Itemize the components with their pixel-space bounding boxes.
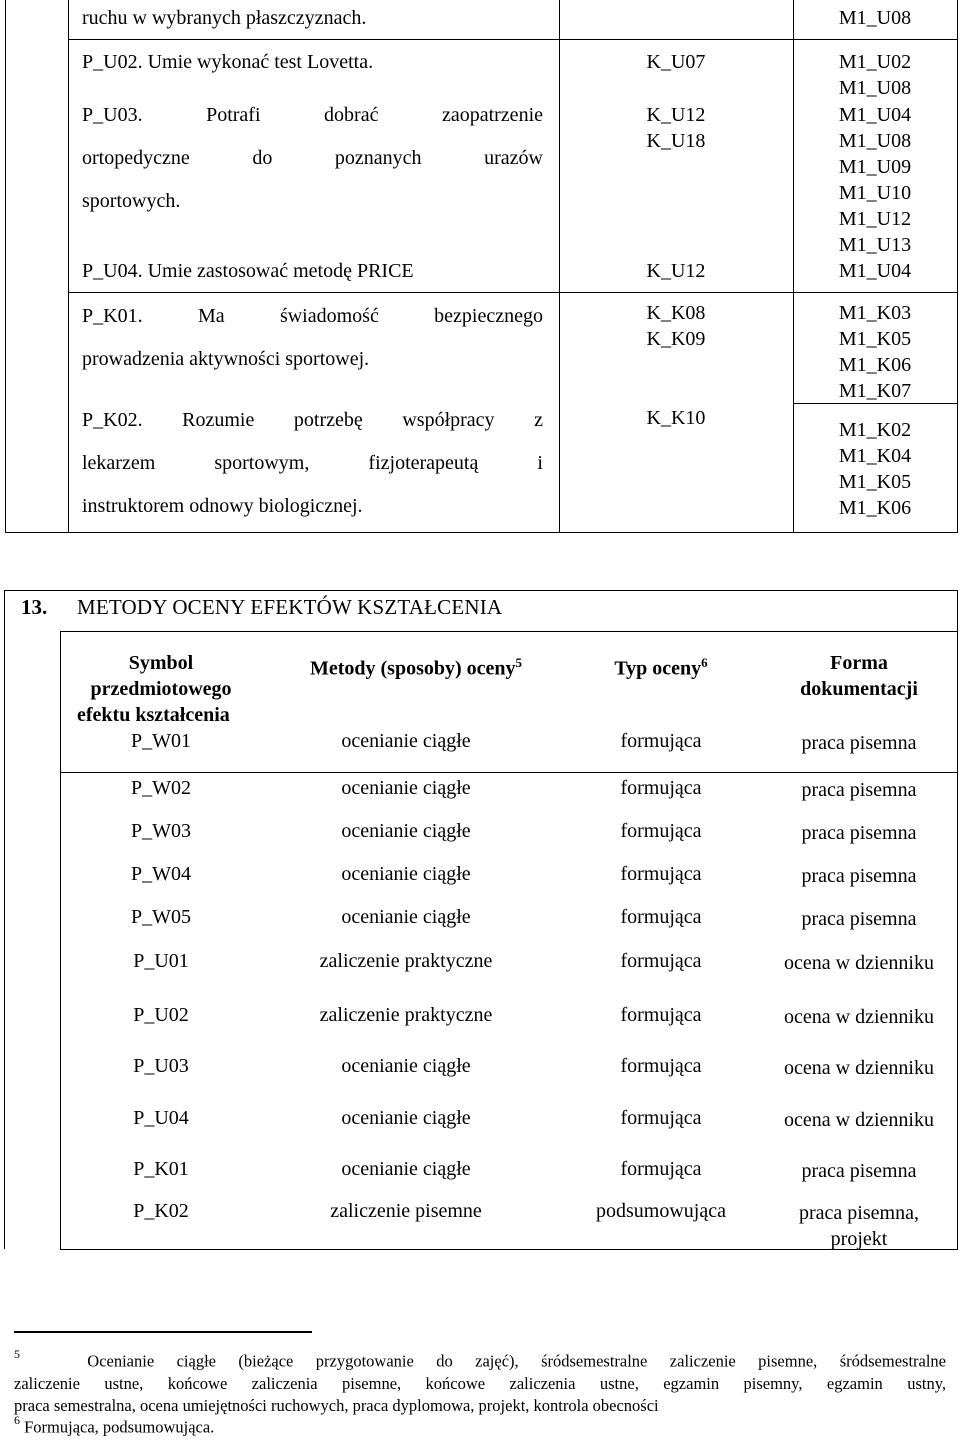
method-cell: ocenianie ciągłe xyxy=(341,777,471,799)
footnote-marker: 5 xyxy=(14,1347,20,1361)
section-heading xyxy=(4,590,958,632)
m-code: M1_K06 xyxy=(838,354,912,376)
m-code: M1_U13 xyxy=(838,234,912,256)
outcome-code: P_U02. xyxy=(82,51,143,73)
section-title: METODY OCENY EFEKTÓW KSZTAŁCENIA xyxy=(77,595,503,619)
form-cell: praca pisemna xyxy=(801,779,917,801)
col-divider xyxy=(68,0,69,532)
method-cell: zaliczenie pisemne xyxy=(330,1200,482,1222)
m-code: M1_K04 xyxy=(838,445,912,467)
section-number: 13. xyxy=(21,595,48,619)
footnote-text: Formująca, podsumowująca. xyxy=(24,1417,215,1437)
type-cell: formująca xyxy=(620,1107,702,1129)
outcome-description: Umie zastosować metodę PRICE xyxy=(147,260,414,282)
header-line: dokumentacji xyxy=(800,678,918,700)
outcome-description: Potrafi dobrać zaopatrzenie xyxy=(206,104,543,126)
m-code: M1_K03 xyxy=(838,302,912,324)
type-cell: formująca xyxy=(620,777,702,799)
k-codes xyxy=(559,300,793,352)
row-divider xyxy=(61,772,957,773)
form-cell: praca pisemna xyxy=(801,1160,917,1182)
outcome-code: P_K01. xyxy=(82,305,143,327)
symbol-cell: P_U02 xyxy=(133,1004,189,1026)
symbol-cell: P_K01 xyxy=(133,1158,189,1180)
method-cell: ocenianie ciągłe xyxy=(341,906,471,928)
outcome-description: Ma świadomość bezpiecznego xyxy=(197,305,544,327)
outcome-code: P_U03. xyxy=(82,104,143,126)
k-code: K_U12 xyxy=(646,260,706,282)
type-cell: formująca xyxy=(620,820,702,842)
outcome-text xyxy=(82,49,373,75)
m-codes xyxy=(793,417,957,521)
outcome-text xyxy=(82,407,543,433)
k-code: K_K08 xyxy=(646,302,706,324)
method-cell: zaliczenie praktyczne xyxy=(319,950,493,972)
outcome-text: ruchu w wybranych płaszczyznach. xyxy=(82,7,367,29)
header-type xyxy=(581,650,741,682)
m-code: M1_U09 xyxy=(838,156,912,178)
method-cell: ocenianie ciągłe xyxy=(341,820,471,842)
header-methods-label: Metody (sposoby) oceny xyxy=(309,657,516,680)
m-code: M1_K06 xyxy=(838,497,912,519)
header-methods xyxy=(281,650,551,682)
symbol-cell: P_U04 xyxy=(133,1107,189,1129)
method-cell: ocenianie ciągłe xyxy=(341,1107,471,1129)
footnote-line: praca semestralna, ocena umiejętności ruchowych, praca dyplomowa, projekt, kontrola obecności xyxy=(14,1395,659,1415)
section-border xyxy=(4,631,5,1249)
m-codes xyxy=(793,49,957,101)
header-line: Forma xyxy=(830,652,888,674)
type-cell: formująca xyxy=(620,906,702,928)
type-cell: podsumowująca xyxy=(596,1200,726,1222)
header-form xyxy=(761,650,957,702)
form-cell xyxy=(761,1200,957,1252)
symbol-cell: P_U03 xyxy=(133,1055,189,1077)
k-code: K_U07 xyxy=(646,51,706,73)
m-codes xyxy=(793,300,957,404)
m-code: M1_U04 xyxy=(838,260,912,282)
outcomes-table xyxy=(5,0,958,533)
m-code: M1_U12 xyxy=(838,208,912,230)
outcome-text-line: ortopedyczne do poznanych urazów xyxy=(82,147,543,169)
header-symbol-line3: efektu kształcenia xyxy=(77,704,230,726)
m-code: M1_U08 xyxy=(838,130,912,152)
footnote-separator xyxy=(14,1331,312,1333)
symbol-cell: P_W05 xyxy=(131,906,191,928)
form-cell: ocena w dzienniku xyxy=(784,1006,934,1028)
k-codes xyxy=(559,102,793,154)
type-cell: formująca xyxy=(620,1004,702,1026)
outcome-text xyxy=(82,303,543,329)
m-code: M1_U10 xyxy=(838,182,912,204)
header-line: Symbol xyxy=(128,652,194,674)
form-cell: praca pisemna xyxy=(801,908,917,930)
footnote-marker: 6 xyxy=(14,1413,20,1427)
footnote-6 xyxy=(14,1411,946,1439)
header-type-label: Typ oceny xyxy=(614,657,702,680)
form-cell: ocena w dzienniku xyxy=(784,1057,934,1079)
form-line: praca pisemna, xyxy=(799,1202,919,1224)
form-cell: praca pisemna xyxy=(801,865,917,887)
m-code: M1_K05 xyxy=(838,328,912,350)
outcome-text xyxy=(82,102,543,128)
method-cell: zaliczenie praktyczne xyxy=(319,1004,493,1026)
row-divider xyxy=(68,39,957,40)
footnote-line: zaliczenie ustne, końcowe zaliczenia pisemne, końcowe zaliczenia ustne, egzamin pisemny, egzamin ustny, xyxy=(14,1373,946,1393)
outcome-text-line: prowadzenia aktywności sportowej. xyxy=(82,348,370,370)
m-code: M1_K02 xyxy=(838,419,912,441)
header-symbol xyxy=(61,650,261,702)
m-code: M1_U04 xyxy=(838,104,912,126)
form-cell: praca pisemna xyxy=(801,822,917,844)
method-cell: ocenianie ciągłe xyxy=(341,863,471,885)
footnote-ref: 5 xyxy=(515,655,523,670)
outcome-code: P_K02. xyxy=(82,409,143,431)
footnote-5 xyxy=(14,1345,946,1417)
symbol-cell: P_W04 xyxy=(131,863,191,885)
k-code: K_K10 xyxy=(646,407,706,429)
outcome-text-line: lekarzem sportowym, fizjoterapeutą i xyxy=(82,452,543,474)
header-line: przedmiotowego xyxy=(90,678,232,700)
form-cell: praca pisemna xyxy=(801,732,917,754)
form-line: projekt xyxy=(830,1228,888,1250)
symbol-cell: P_W01 xyxy=(131,730,191,752)
form-cell: ocena w dzienniku xyxy=(784,952,934,974)
assessment-table xyxy=(60,631,958,1250)
symbol-cell: P_K02 xyxy=(133,1200,189,1222)
method-cell: ocenianie ciągłe xyxy=(341,1158,471,1180)
type-cell: formująca xyxy=(620,863,702,885)
method-cell: ocenianie ciągłe xyxy=(341,730,471,752)
k-code: K_K09 xyxy=(646,328,706,350)
type-cell: formująca xyxy=(620,730,702,752)
outcome-code: P_U04. xyxy=(82,260,143,282)
type-cell: formująca xyxy=(620,1158,702,1180)
footnote-line xyxy=(14,1345,946,1373)
m-code: M1_U08 xyxy=(838,7,912,29)
symbol-cell: P_W02 xyxy=(131,777,191,799)
m-code: M1_K07 xyxy=(838,380,912,402)
type-cell: formująca xyxy=(620,950,702,972)
outcome-text-line: instruktorem odnowy biologicznej. xyxy=(82,495,363,517)
m-codes xyxy=(793,102,957,258)
outcome-text xyxy=(82,258,414,284)
m-code: M1_U02 xyxy=(838,51,912,73)
row-divider xyxy=(68,292,957,293)
outcome-description: Umie wykonać test Lovetta. xyxy=(147,51,374,73)
form-cell: ocena w dzienniku xyxy=(784,1109,934,1131)
m-code: M1_K05 xyxy=(838,471,912,493)
footnote-text: Ocenianie ciągłe (bieżące przygotowanie do zajęć), śródsemestralne zaliczenie pisemne, śródsemestralne xyxy=(87,1351,947,1371)
symbol-cell: P_W03 xyxy=(131,820,191,842)
footnote-ref: 6 xyxy=(701,655,708,670)
k-code: K_U18 xyxy=(646,130,706,152)
type-cell: formująca xyxy=(620,1055,702,1077)
outcome-description: Rozumie potrzebę współpracy z xyxy=(182,409,543,431)
method-cell: ocenianie ciągłe xyxy=(341,1055,471,1077)
m-code: M1_U08 xyxy=(838,77,912,99)
k-code: K_U12 xyxy=(646,104,706,126)
symbol-cell: P_U01 xyxy=(133,950,189,972)
outcome-text-line: sportowych. xyxy=(82,190,181,212)
